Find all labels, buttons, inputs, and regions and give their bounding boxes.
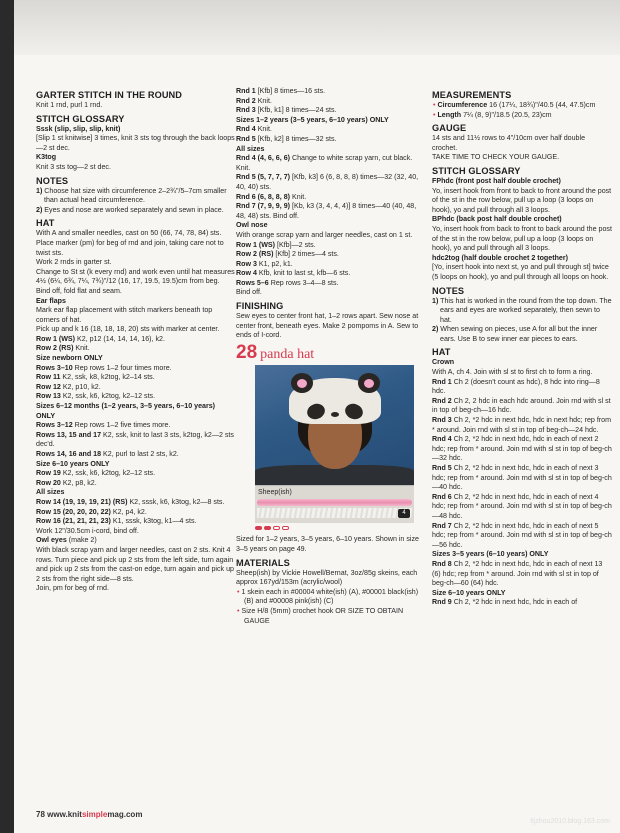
paragraph: [Slip 1 st knitwise] 3 times, knit 3 sts tog through the back loops—2 st dec. (36, 134, 235, 152)
subheading: hdc2tog (half double crochet 2 together) (432, 253, 568, 262)
paragraph: Bind off. (236, 288, 262, 297)
row-label: Row 1 (WS) (236, 240, 276, 249)
instruction-row (236, 106, 419, 116)
row-text: K1, sssk, k3tog, k1—4 sts. (110, 517, 197, 526)
paragraph: Work 2 rnds in garter st. (36, 258, 112, 267)
note-text: Choose hat size with circumference 2–2¾"/5–7cm smaller than actual head circumference. (44, 186, 227, 205)
section-heading: NOTES (432, 285, 465, 296)
row-text: Knit. (255, 96, 272, 105)
bullet-text: 1 skein each in #00004 white(ish) (A), #00001 black(ish) (B) and #00008 pink(ish) (C) (241, 587, 419, 606)
instruction-row (432, 378, 612, 397)
instruction-row (36, 479, 235, 489)
row-text: [Kfb, k2] 8 times—32 sts. (255, 134, 337, 143)
row-text: K2, ssk, k8, k2tog, k2–14 sts. (60, 373, 155, 382)
row-text: K2, purl to last 2 sts, k2. (101, 450, 179, 458)
panda-pattern-intro (236, 535, 419, 626)
instruction-row (432, 464, 612, 493)
instruction-row (36, 344, 235, 354)
paragraph: Sheep(ish) by Vickie Howell/Bernat, 3oz/85g skeins, each approx 167yd/153m (acrylic/wool) (236, 568, 418, 587)
row-label: Rnd 5 (5, 7, 7, 7) (236, 173, 291, 182)
subheading: Owl nose (236, 221, 268, 230)
paragraph: Pick up and k 16 (18, 18, 18, 20) sts with marker at center. (36, 325, 220, 334)
subheading: Size newborn ONLY (36, 354, 103, 363)
note-text: This hat is worked in the round from the top down. The ears and eyes are worked separately, then sewn to hat. (440, 296, 612, 324)
instruction-row (36, 392, 235, 402)
row-text: Knit. (255, 125, 272, 134)
skill-level-icon (255, 526, 419, 530)
row-label: Rnd 5 (432, 464, 452, 472)
subheading: Sssk (slip, slip, slip, knit) (36, 124, 121, 133)
bullet-label: Circumference (437, 101, 488, 109)
row-text: [Kfb, k1] 8 times—24 sts. (255, 106, 337, 115)
bullet-icon: • (237, 587, 242, 596)
row-label: Rnd 4 (4, 6, 6, 6) (236, 154, 291, 163)
paragraph: With orange scrap yarn and larger needles, cast on 1 st. (236, 230, 413, 239)
owl-pattern-continued (236, 87, 419, 341)
row-label: Rows 14, 16 and 18 (36, 450, 102, 458)
bullet-icon: • (237, 607, 242, 615)
row-label: Rnd 1 (236, 87, 256, 95)
paragraph: Join, pm for beg of rnd. (36, 584, 109, 593)
row-text: [Kb, k3 (3, 4, 4, 4)] 8 times—40 (40, 48, 48, 48) sts. Bind off. (236, 202, 417, 220)
pink-yarn-strand (257, 499, 412, 506)
subheading: Size 6–10 years ONLY (432, 588, 506, 597)
subheading: Sizes 3–5 years (6–10 years) ONLY (432, 550, 549, 559)
row-text: (make 2) (66, 536, 97, 545)
row-label: Row 2 (RS) (36, 344, 74, 353)
instruction-row (36, 364, 235, 374)
row-label: Rnd 3 (236, 106, 256, 115)
row-text: [Kfb] 2 times—4 sts. (273, 250, 339, 259)
row-label: Row 2 (RS) (236, 250, 274, 259)
instruction-row (36, 508, 235, 518)
row-text: K2, p4, k2. (110, 507, 147, 516)
instruction-row (432, 493, 612, 522)
bullet-label: Length (437, 110, 462, 119)
row-text: Ch 2, *2 hdc in next hdc, hdc in each of next 13 (6) hdc; rep from * around. Join rnd with sl st in top of beg-ch—60 (64) hdc. (432, 559, 603, 588)
section-heading: GARTER STITCH IN THE ROUND (36, 90, 183, 100)
site-url[interactable]: www.knitsimplemag.com (47, 810, 143, 819)
subheading: Ear flaps (36, 296, 66, 305)
row-label: Rnd 2 (236, 96, 256, 105)
subheading: BPhdc (back post half double crochet) (432, 215, 562, 224)
row-label: Row 19 (36, 469, 61, 478)
bullet-item (236, 607, 419, 626)
watermark: tljzhou2010.blog.163.com (530, 818, 610, 825)
row-label: Row 16 (21, 21, 21, 23) (36, 517, 111, 526)
section-heading: STITCH GLOSSARY (36, 113, 125, 124)
subheading: Crown (432, 358, 455, 367)
row-text: [Kfb, k3] 6 (6, 8, 8, 8) times—32 (32, 40, 40, 40) sts. (236, 173, 419, 191)
paragraph: Knit 1 rnd, purl 1 rnd. (36, 101, 103, 109)
paragraph: Sized for 1–2 years, 3–5 years, 6–10 years. Shown in size 3–5 years on page 49. (236, 535, 419, 554)
panda-hat-photo (255, 365, 414, 485)
instruction-row (236, 250, 419, 260)
note-number: 1) (432, 296, 439, 305)
row-text: K2, ssk, knit to last 3 sts, k2tog, k2—2 sts dec'd. (36, 430, 234, 449)
row-label: Rows 3–10 (36, 363, 73, 372)
yarn-label: Sheep(ish) (258, 489, 292, 497)
row-label: Rnd 7 (432, 521, 452, 530)
row-text: Ch 2, *2 hdc in next hdc, hdc in each of next 4 hdc; rep from * around. Join rnd with sl st in top of beg-ch—48 hdc. (432, 492, 612, 520)
instruction-row (36, 450, 235, 460)
bullet-icon: • (433, 110, 438, 119)
instruction-row (236, 202, 419, 221)
instruction-row (36, 431, 235, 450)
subheading: FPhdc (front post half double crochet) (432, 176, 561, 185)
section-heading: HAT (432, 347, 451, 358)
subheading: All sizes (236, 144, 265, 153)
bullet-item (236, 588, 419, 607)
instruction-row (36, 421, 235, 431)
section-heading: MEASUREMENTS (432, 90, 512, 100)
instruction-row (36, 373, 235, 383)
paragraph: [Yo, insert hook into next st, yo and pull through st] twice (5 loops on hook), yo and pull through all loops on hook. (432, 263, 609, 281)
paragraph: With black scrap yarn and larger needles, cast on 2 sts. Knit 4 rows. Turn piece and pick up 2 sts from the left side, turn again and pick up 2 sts from the cast-on edge, turn again and pick up 2 sts from the right side—8 sts. (36, 545, 234, 583)
white-yarn-strand (257, 508, 412, 518)
note-number: 2) (432, 325, 439, 334)
row-label: Row 3 (236, 259, 257, 268)
row-label: Owl eyes (36, 536, 67, 545)
paragraph: With A, ch 4. Join with sl st to first ch to form a ring. (432, 368, 593, 377)
subheading: Size 6–10 years ONLY (36, 459, 110, 468)
row-text: Rep rows 1–2 five times more. (72, 421, 171, 430)
row-label: Rnd 8 (432, 559, 452, 568)
row-label: Row 4 (236, 269, 257, 278)
row-text: Rep rows 3–4—8 sts. (268, 278, 339, 287)
row-text: K1, p2, k1. (256, 259, 293, 268)
row-label: Rows 3–12 (36, 421, 73, 430)
paragraph: Yo, insert hook from back to front to back around the post of the st in the row below, pull up a loop (3 loops on hook), yo and pull through all 3 loops. (432, 224, 612, 253)
bullet-text: Size H/8 (5mm) crochet hook OR SIZE TO OBTAIN GAUGE (241, 607, 404, 625)
instruction-row (36, 517, 235, 527)
row-text: Ch 2, *2 hdc in next hdc, hdc in each of next 5 hdc; rep from * around. Join rnd with sl st in top of beg-ch—56 hdc. (432, 521, 612, 549)
pattern-name: panda hat (260, 346, 315, 362)
instruction-row (432, 598, 612, 608)
instruction-row (236, 260, 419, 270)
row-label: Rnd 2 (432, 396, 452, 405)
instruction-row (236, 87, 419, 97)
row-text: Rep rows 1–2 four times more. (72, 363, 172, 372)
note-item (36, 206, 235, 216)
page-number: 78 (36, 810, 45, 819)
paragraph: Bind off, fold flat and seam. (36, 286, 122, 295)
row-label: Row 1 (WS) (36, 334, 76, 343)
bullet-text: 16 (17¼, 18¾)"/40.5 (44, 47.5)cm (487, 101, 596, 109)
row-label: Row 13 (36, 392, 61, 401)
row-label: Rnd 6 (6, 8, 8, 8) (236, 192, 291, 201)
section-heading: FINISHING (236, 301, 284, 312)
instruction-row (236, 193, 419, 203)
instruction-row (36, 498, 235, 508)
row-text: K2, sssk, k6, k3tog, k2—8 sts. (127, 497, 225, 506)
instruction-row (36, 383, 235, 393)
row-label: Rnd 1 (432, 377, 452, 386)
instruction-row (236, 269, 419, 279)
row-label: Rnd 6 (432, 492, 452, 501)
instruction-row (432, 560, 612, 589)
row-text: Ch 2, *2 hdc in next hdc, hdc in next hdc; rep from * around. Join rnd with sl st in top of beg-ch—24 hdc. (432, 416, 612, 434)
row-label: Rnd 7 (7, 9, 9, 9) (236, 202, 291, 211)
row-text: Knit. (290, 192, 307, 201)
paragraph: Knit 3 sts tog—2 st dec. (36, 162, 111, 171)
instruction-row (236, 279, 419, 289)
instruction-row (236, 173, 419, 192)
paragraph: Mark ear flap placement with stitch markers beneath top corners of hat. (36, 306, 213, 324)
row-text: Ch 2, 2 hdc in each hdc around. Join rnd with sl st in top of beg-ch—16 hdc. (432, 396, 611, 415)
note-text: When sewing on pieces, use A for all but the inner ears. Use B to sew inner ear pieces to ears. (440, 325, 598, 343)
row-text: K2, ssk, k6, k2tog, k2–12 sts. (60, 469, 156, 478)
bullet-icon: • (433, 101, 438, 109)
note-item (36, 187, 235, 206)
pattern-number: 28 (236, 341, 258, 363)
row-label: Row 20 (36, 478, 61, 487)
instruction-row (236, 135, 419, 145)
panda-eye-right (343, 402, 365, 422)
paragraph: 14 sts and 11½ rows to 4"/10cm over half double crochet. (432, 134, 586, 152)
subheading: Sizes 6–12 months (1–2 years, 3–5 years, 6–10 years) ONLY (36, 402, 216, 420)
row-label: Rows 5–6 (236, 278, 269, 287)
paragraph: Work 12"/30.5cm i-cord, bind off. (36, 526, 139, 535)
section-heading: GAUGE (432, 123, 467, 134)
row-label: Row 15 (20, 20, 20, 22) (36, 507, 111, 516)
section-heading: STITCH GLOSSARY (432, 165, 521, 176)
bullet-item (432, 111, 612, 121)
magazine-page (14, 0, 620, 833)
instruction-row (432, 416, 612, 435)
instruction-row (36, 536, 235, 546)
column-right (432, 87, 612, 608)
row-text: K2, p12 (14, 14, 14, 16), k2. (75, 334, 165, 343)
row-text: K2, p8, k2. (60, 478, 97, 487)
row-label: Row 11 (36, 373, 61, 382)
column-middle (236, 87, 419, 626)
instruction-row (36, 335, 235, 345)
column-left (36, 87, 235, 594)
row-text: Kfb, knit to last st, kfb—6 sts. (256, 269, 351, 278)
row-text: Knit. (73, 344, 90, 353)
row-label: Rnd 4 (432, 435, 452, 444)
bullet-text: 7¼ (8, 9)"/18.5 (20.5, 23)cm (461, 110, 552, 119)
row-label: Rnd 9 (432, 598, 452, 607)
panda-eye-left (305, 402, 327, 422)
row-label: Rnd 5 (236, 134, 256, 143)
row-text: Ch 2, *2 hdc in next hdc, hdc in each of next 3 hdc; rep from * around. Join rnd with sl st in top of beg-ch—40 hdc. (432, 464, 612, 492)
instruction-row (432, 397, 612, 416)
page-top-shadow (14, 0, 620, 55)
pattern-title (236, 341, 419, 363)
yarn-weight-icon: 4 (398, 509, 410, 518)
note-item (432, 297, 612, 326)
row-text: [Kfb] 8 times—16 sts. (255, 87, 326, 95)
row-label: Row 14 (19, 19, 19, 21) (RS) (36, 497, 128, 506)
row-text: Ch 2, *2 hdc in next hdc, hdc in each of next 2 hdc; rep from * around. Join rnd with sl st in top of beg-ch—32 hdc. (432, 435, 612, 463)
row-text: K2, ssk, k6, k2tog, k2–12 sts. (60, 392, 156, 401)
section-heading: NOTES (36, 175, 69, 186)
row-text: K2, p10, k2. (60, 382, 101, 391)
bullet-item (432, 101, 612, 111)
row-label: Row 12 (36, 382, 61, 391)
row-text: Change to white scrap yarn, cut black. Knit. (236, 154, 413, 172)
note-number: 2) (36, 205, 43, 214)
paragraph: Sew eyes to center front hat, 1–2 rows apart. Sew nose at center front, beneath eyes. Make 2 pompoms in A. Sew to ends of I-cord. (236, 312, 419, 340)
note-text: Eyes and nose are worked separately and sewn in place. (44, 205, 224, 214)
instruction-row (236, 125, 419, 135)
panda-nose (331, 412, 339, 417)
paragraph: TAKE TIME TO CHECK YOUR GAUGE. (432, 153, 560, 162)
instruction-row (432, 435, 612, 464)
yarn-swatch (255, 485, 414, 523)
section-heading: MATERIALS (236, 557, 290, 568)
instruction-row (432, 522, 612, 551)
row-label: Rows 13, 15 and 17 (36, 430, 102, 439)
instruction-row (236, 97, 419, 107)
page-footer (36, 810, 142, 819)
note-item (432, 325, 612, 344)
section-heading: HAT (36, 218, 55, 229)
paragraph: Change to St st (k every rnd) and work even until hat measures 4½ (6¼, 6¾, 7¼, 7¾)"/12 (16, 17, 19.5, 19.5)cm from beg. (36, 267, 235, 286)
note-number: 1) (36, 186, 43, 195)
subheading: Sizes 1–2 years (3–5 years, 6–10 years) ONLY (236, 115, 389, 124)
row-text: Ch 2 (doesn't count as hdc), 8 hdc into ring—8 hdc. (432, 377, 600, 396)
row-label: Rnd 4 (236, 125, 256, 134)
instruction-row (236, 154, 419, 173)
paragraph: Yo, insert hook from front to back to front around the post of the st in the row below, pull up a loop (3 loops on hook), yo and pull through all 3 loops. (432, 186, 612, 214)
instruction-row (236, 241, 419, 251)
subheading: All sizes (36, 488, 65, 497)
row-text: [Kfb]—2 sts. (275, 240, 316, 249)
instruction-row (36, 469, 235, 479)
paragraph: With A and smaller needles, cast on 50 (66, 74, 78, 84) sts. Place marker (pm) for beg of rnd and join, taking care not to twist sts. (36, 229, 224, 257)
subheading: K3tog (36, 153, 57, 162)
row-label: Rnd 3 (432, 416, 452, 425)
row-text: Ch 2, *2 hdc in next hdc, hdc in each of (451, 598, 578, 607)
